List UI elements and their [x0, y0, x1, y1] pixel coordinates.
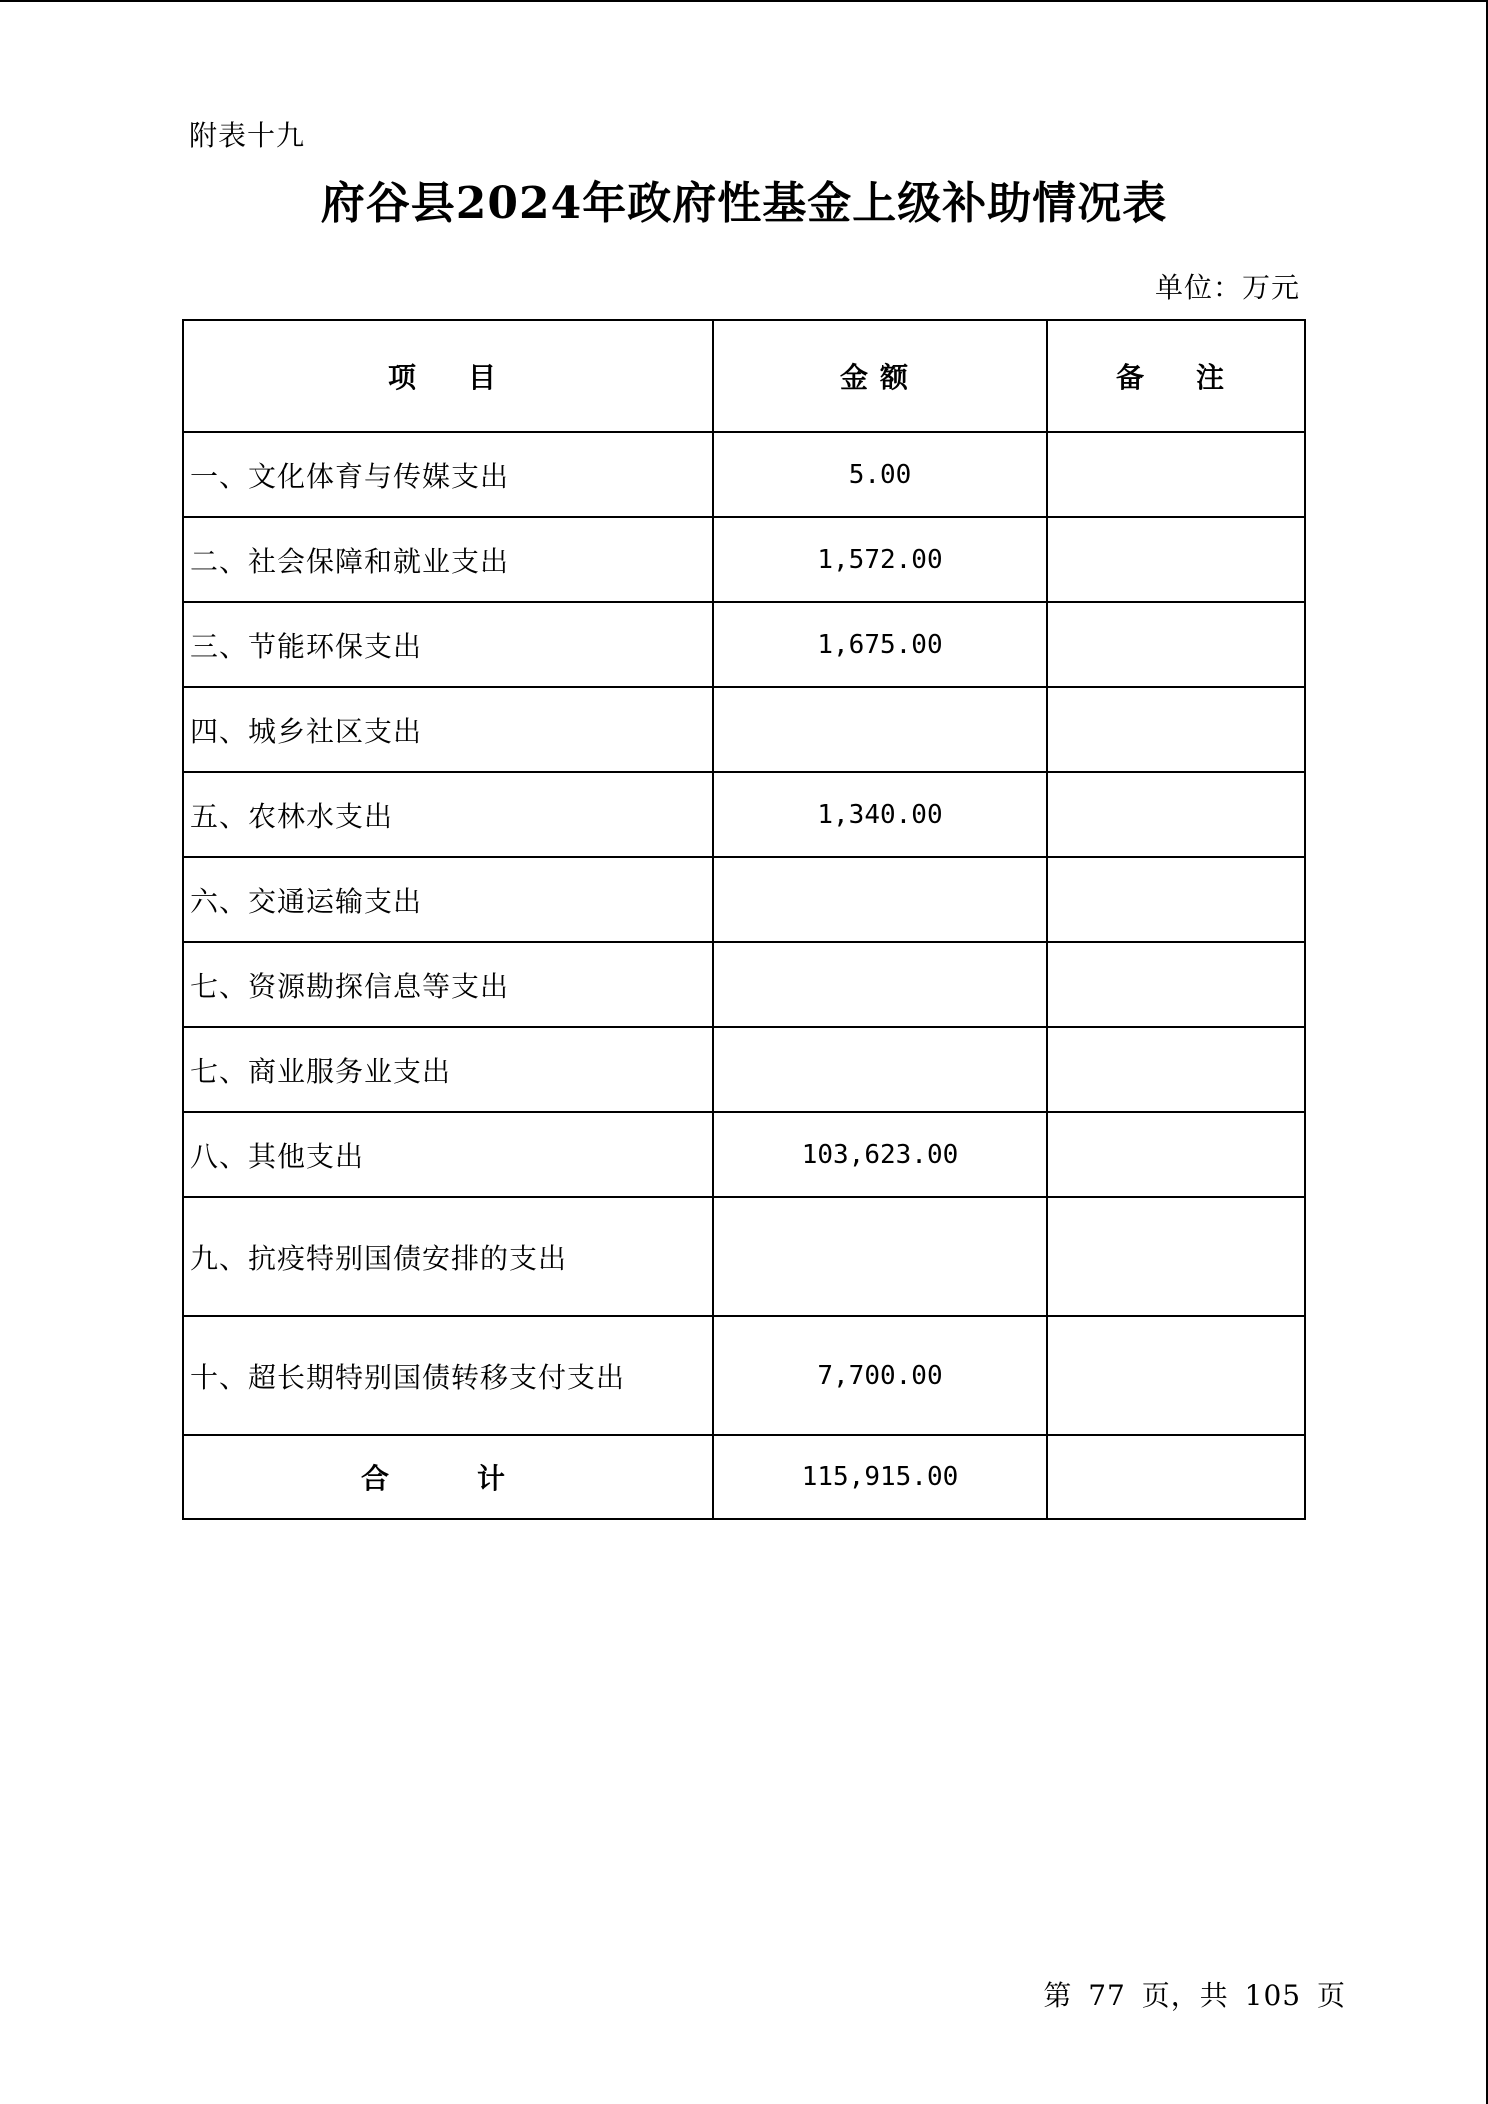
row-note	[1047, 1112, 1305, 1197]
row-item: 十、超长期特别国债转移支付支出	[183, 1316, 713, 1435]
page-number-footer: 第 77 页，共 105 页	[1043, 1979, 1346, 2012]
annex-label: 附表十九	[189, 119, 306, 152]
row-item: 八、其他支出	[183, 1112, 713, 1197]
table-row	[183, 602, 1305, 687]
table-row	[183, 772, 1305, 857]
row-note	[1047, 1197, 1305, 1316]
row-amount: 1,340.00	[713, 772, 1047, 857]
unit-label: 单位：万元	[1154, 271, 1300, 304]
total-amount: 115,915.00	[713, 1435, 1047, 1519]
row-amount: 103,623.00	[713, 1112, 1047, 1197]
row-note	[1047, 687, 1305, 772]
row-item: 七、资源勘探信息等支出	[183, 942, 713, 1027]
row-item: 一、文化体育与传媒支出	[183, 432, 713, 517]
row-note	[1047, 772, 1305, 857]
page-border-top	[0, 0, 1488, 2]
table-header-row	[183, 320, 1305, 432]
row-item: 四、城乡社区支出	[183, 687, 713, 772]
table-row	[183, 1027, 1305, 1112]
table-row	[183, 432, 1305, 517]
row-amount	[713, 1197, 1047, 1316]
table-row	[183, 517, 1305, 602]
row-note	[1047, 1316, 1305, 1435]
row-item: 二、社会保障和就业支出	[183, 517, 713, 602]
row-note	[1047, 942, 1305, 1027]
header-amount: 金额	[713, 320, 1047, 432]
row-note	[1047, 517, 1305, 602]
fund-subsidy-table	[182, 319, 1306, 1520]
row-amount: 5.00	[713, 432, 1047, 517]
row-item: 九、抗疫特别国债安排的支出	[183, 1197, 713, 1316]
row-note	[1047, 1027, 1305, 1112]
row-amount	[713, 857, 1047, 942]
row-note	[1047, 857, 1305, 942]
row-amount: 1,675.00	[713, 602, 1047, 687]
row-amount	[713, 1027, 1047, 1112]
row-item: 七、商业服务业支出	[183, 1027, 713, 1112]
row-note	[1047, 602, 1305, 687]
table-total-row	[183, 1435, 1305, 1519]
row-note	[1047, 432, 1305, 517]
row-amount	[713, 942, 1047, 1027]
row-amount: 1,572.00	[713, 517, 1047, 602]
row-amount: 7,700.00	[713, 1316, 1047, 1435]
table-row	[183, 1197, 1305, 1316]
row-item: 五、农林水支出	[183, 772, 713, 857]
table-row	[183, 857, 1305, 942]
table-row	[183, 1112, 1305, 1197]
row-item: 六、交通运输支出	[183, 857, 713, 942]
row-amount	[713, 687, 1047, 772]
total-note	[1047, 1435, 1305, 1519]
row-item: 三、节能环保支出	[183, 602, 713, 687]
table-row	[183, 687, 1305, 772]
table-row	[183, 942, 1305, 1027]
total-label: 合 计	[183, 1435, 713, 1519]
header-item: 项 目	[183, 320, 713, 432]
table-row	[183, 1316, 1305, 1435]
header-note: 备 注	[1047, 320, 1305, 432]
page-title: 府谷县2024年政府性基金上级补助情况表	[320, 178, 1168, 229]
